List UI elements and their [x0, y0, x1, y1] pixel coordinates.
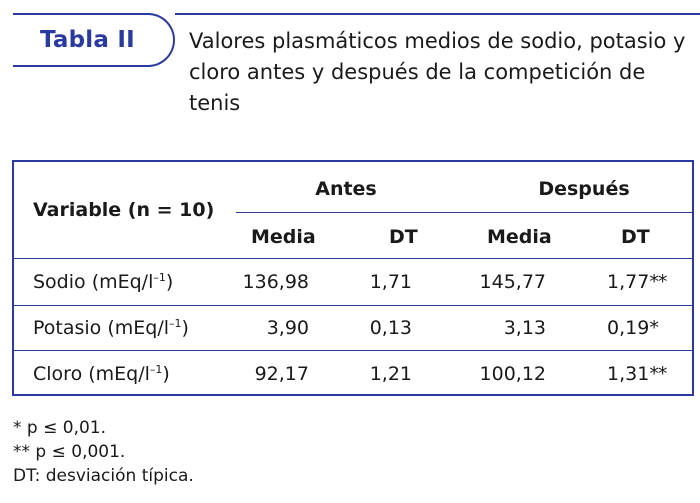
caption-line: Valores plasmáticos medios de sodio, potasio y: [189, 29, 686, 53]
row-variable: Cloro $(mEq/l^{-1})$: [33, 363, 170, 385]
row-variable: Sodio $(mEq/l^{-1})$: [33, 271, 174, 293]
row-divider: [14, 305, 694, 306]
subheader-antes-dt: DT: [389, 226, 418, 248]
footnote: ** p ≤ 0,001.: [13, 442, 126, 462]
significance-mark: *: [649, 317, 658, 339]
group-header-despues: Después: [538, 178, 630, 200]
subheader-despues-dt: DT: [621, 226, 650, 248]
cell-despues-media: 145,77: [479, 271, 546, 293]
cell-despues-media: 100,12: [479, 363, 546, 385]
row-divider: [14, 350, 694, 351]
footnote: DT: desviación típica.: [13, 466, 194, 486]
caption-line: tenis: [189, 91, 241, 115]
table-label-tab: [13, 13, 175, 67]
cell-antes-dt: 1,71: [369, 271, 412, 293]
cell-despues-media: 3,13: [503, 317, 546, 339]
header-divider: [14, 258, 694, 259]
significance-mark: **: [649, 271, 667, 293]
table-footnotes: [13, 416, 194, 488]
group-header-antes: Antes: [315, 178, 377, 200]
cell-antes-dt: 0,13: [369, 317, 412, 339]
subheader-antes-media: Media: [251, 226, 316, 248]
variable-column-header: Variable (n = 10): [33, 199, 215, 221]
cell-despues-dt: 0,19*: [607, 317, 658, 339]
cell-antes-media: 92,17: [254, 363, 309, 385]
footnote: * p ≤ 0,01.: [13, 418, 107, 438]
cell-despues-dt: 1,77**: [607, 271, 667, 293]
cell-despues-dt: 1,31**: [607, 363, 667, 385]
subheader-despues-media: Media: [487, 226, 552, 248]
table-caption: [189, 26, 689, 119]
group-underline: [236, 212, 694, 213]
data-table: [12, 160, 694, 396]
cell-antes-media: 136,98: [242, 271, 309, 293]
header-rule: [175, 13, 700, 15]
cell-antes-media: 3,90: [266, 317, 309, 339]
row-variable: Potasio $(mEq/l^{-1})$: [33, 317, 189, 339]
significance-mark: **: [649, 363, 667, 385]
cell-antes-dt: 1,21: [369, 363, 412, 385]
table-number: Tabla II: [40, 27, 135, 53]
caption-line: cloro antes y después de la competición de: [189, 60, 646, 84]
